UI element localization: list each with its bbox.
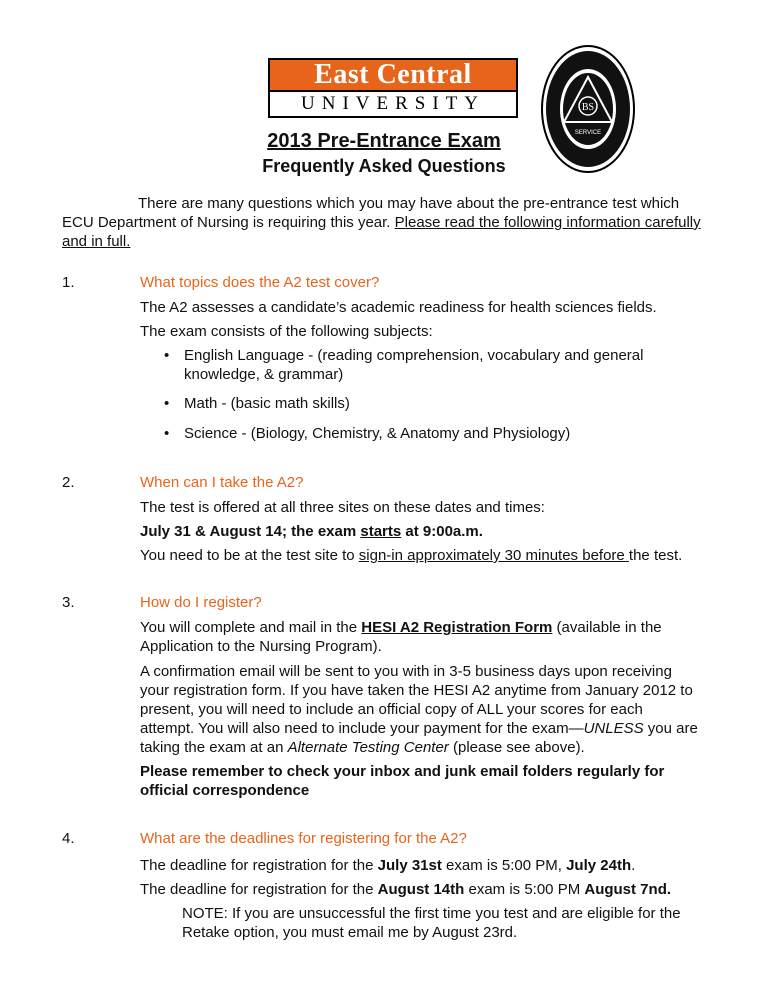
nursing-seal <box>540 44 636 174</box>
q2-question: When can I take the A2? <box>140 474 304 491</box>
q2-dates: July 31 & August 14; the exam <box>140 523 361 540</box>
q3-unless: UNLESS <box>583 720 644 737</box>
q3-alt-center: Alternate Testing Center <box>287 739 449 756</box>
q2-time: at 9:00a.m. <box>401 523 483 540</box>
logo-orange-band <box>268 58 518 92</box>
q2-p3-end: the test. <box>628 547 683 564</box>
q1-bullet-text: Science - (Biology, Chemistry, & Anatomy and Physiology) <box>184 425 571 442</box>
q4-note: NOTE: If you are unsuccessful the first time you test and are eligible for the Retake option, you must email me by August 23rd. <box>182 905 681 941</box>
q4-july24: July 24th <box>566 857 632 874</box>
q1-question: What topics does the A2 test cover? <box>140 274 380 291</box>
q1-para1: The A2 assesses a candidate’s academic readiness for health sciences fields. <box>140 299 657 316</box>
intro-paragraph <box>62 194 702 251</box>
q4-aug14: August 14th <box>377 881 465 898</box>
q3-p2-text: A confirmation email will be sent to you with in 3-5 business days upon receiving your registration form. If you have taken the HESI A2 anytime from January 2012 to present, you will need to include an official copy of ALL your scores for each attempt. You will also need to include your payment for the exam— <box>140 663 693 737</box>
q4-para2 <box>140 880 700 899</box>
q4-aug7: August 7nd. <box>584 881 672 898</box>
q4-p1-end: . <box>631 857 636 874</box>
q2-p3-text: You need to be at the test site to <box>140 547 359 564</box>
q2-para1: The test is offered at all three sites on these dates and times: <box>140 499 545 516</box>
seal-center-text: BS <box>581 102 595 113</box>
bullet-dot-icon: • <box>164 347 170 364</box>
q4-question: What are the deadlines for registering for the A2? <box>140 830 467 847</box>
page-subtitle: Frequently Asked Questions <box>262 156 506 176</box>
q3-number: 3. <box>62 594 75 611</box>
seal-graphic <box>540 44 636 174</box>
bullet-dot-icon: • <box>164 425 170 442</box>
q4-p1-mid: exam is 5:00 PM, <box>441 857 567 874</box>
q1-bullet-text: Math - (basic math skills) <box>184 395 350 412</box>
q2-starts: starts <box>360 523 402 540</box>
q3-p2-mid: you are taking the exam at an <box>140 720 698 756</box>
q3-question: How do I register? <box>140 594 262 611</box>
q3-p1-end: (available in the Application to the Nursing Program). <box>140 619 662 655</box>
q4-p1-text: The deadline for registration for the <box>140 857 378 874</box>
logo-white-band <box>268 92 518 118</box>
q3-para2 <box>140 662 700 757</box>
intro-underlined: Please read the following information carefully and in full. <box>62 214 701 250</box>
page-title: 2013 Pre-Entrance Exam <box>267 130 501 152</box>
q2-para3 <box>140 546 700 565</box>
q2-p3-underlined: sign-in approximately 30 minutes before <box>358 547 629 564</box>
logo-line1: East Central <box>314 59 472 90</box>
q1-bullet-text: English Language - (reading comprehension, vocabulary and general knowledge, & grammar) <box>184 347 644 383</box>
seal-service-text: SERVICE <box>574 130 602 136</box>
q2-para2 <box>140 522 700 541</box>
q4-number: 4. <box>62 830 75 847</box>
q4-p2-text: The deadline for registration for the <box>140 881 378 898</box>
q3-para3: Please remember to check your inbox and junk email folders regularly for official correspondence <box>140 763 665 799</box>
q2-number: 2. <box>62 474 75 491</box>
hesi-registration-form-link: HESI A2 Registration Form <box>361 619 553 636</box>
q4-july31: July 31st <box>377 857 442 874</box>
ecu-logo <box>268 58 518 118</box>
q3-para1 <box>140 618 700 656</box>
logo-line2: UNIVERSITY <box>301 93 485 114</box>
q3-p2-end: (please see above). <box>448 739 585 756</box>
intro-text: There are many questions which you may have about the pre-entrance test which ECU Department of Nursing is requiring this year. <box>62 195 680 231</box>
q1-para2: The exam consists of the following subjects: <box>140 323 433 340</box>
q4-p2-mid: exam is 5:00 PM <box>464 881 585 898</box>
q3-p1-text: You will complete and mail in the <box>140 619 362 636</box>
q1-number: 1. <box>62 274 75 291</box>
bullet-dot-icon: • <box>164 395 170 412</box>
q4-para1 <box>140 856 700 875</box>
